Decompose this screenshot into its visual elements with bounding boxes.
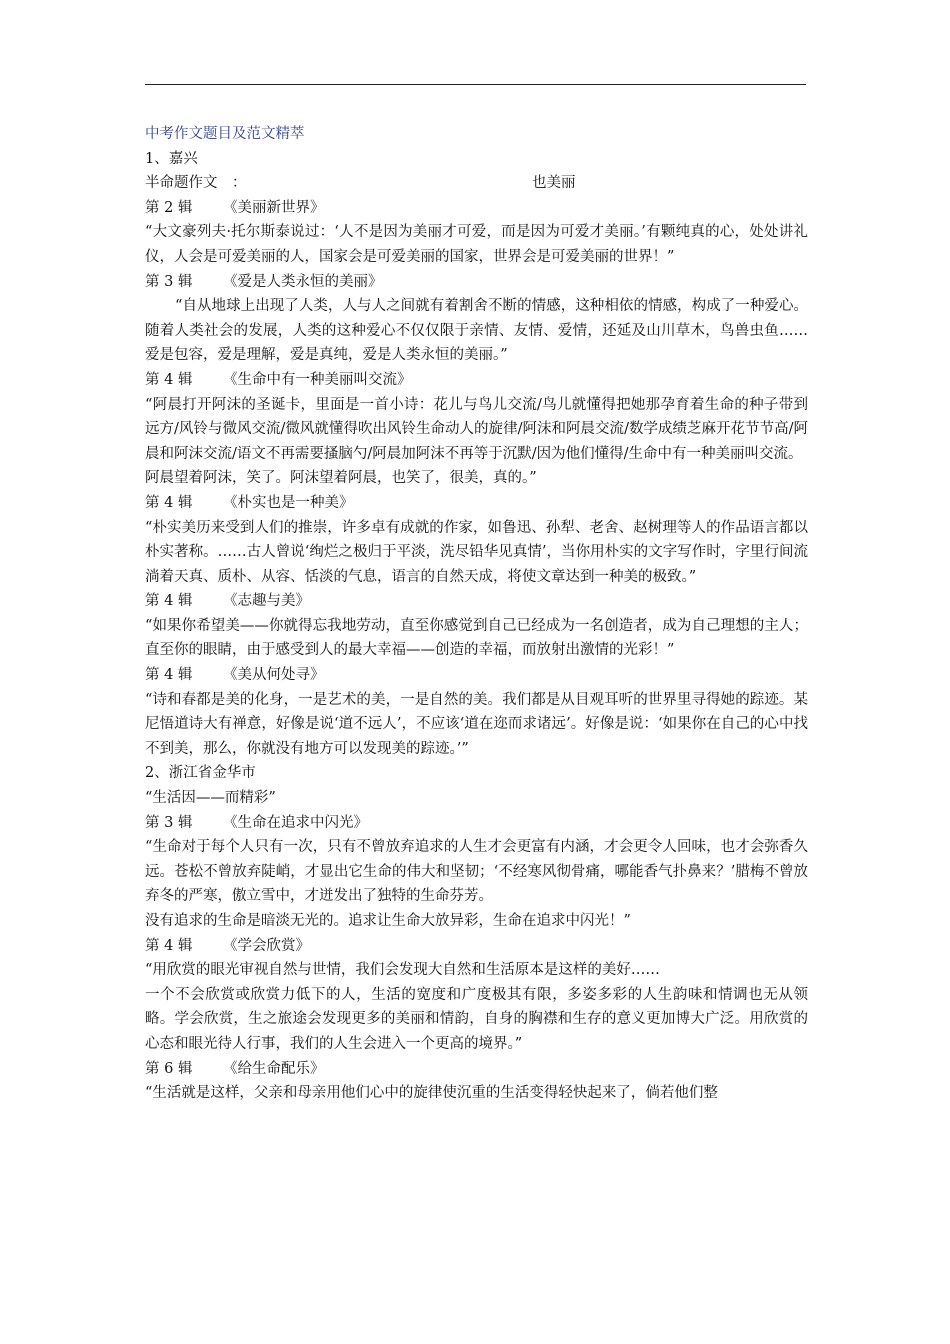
section-heading: 2、浙江省金华市: [145, 765, 256, 782]
essay-excerpt: “诗和春都是美的化身，一是艺术的美，一是自然的美。我们都是从目观耳听的世界里寻得她的踪迹。某尼悟道诗大有禅意，好像是说‘道不远人’，不应该‘道在迩而求诸远’。好像是说：‘如果你在自己的心中找不到美，那么，你就没有地方可以发现美的踪迹。’”: [145, 691, 808, 757]
essay-heading: 第 4 辑 《生命中有一种美丽叫交流》: [145, 371, 412, 388]
essay-excerpt: 一个不会欣赏或欣赏力低下的人，生活的宽度和广度极其有限，多姿多彩的人生韵味和情调也无从领略。学会欣赏，生之旅途会发现更多的美丽和情韵，自身的胸襟和生存的意义更加博大广泛。用欣赏的心态和眼光待人行事，我们的人生会进入一个更高的境界。”: [145, 986, 808, 1052]
header-rule: [145, 84, 806, 85]
essay-heading: 第 4 辑 《朴实也是一种美》: [145, 494, 354, 511]
essay-heading: 第 4 辑 《志趣与美》: [145, 593, 310, 610]
essay-excerpt: “自从地球上出现了人类，人与人之间就有着割舍不断的情感，这种相依的情感，构成了一种爱心。随着人类社会的发展，人类的这种爱心不仅仅限于亲情、友情、爱情，还延及山川草木，鸟兽虫鱼……爱是包容，爱是理解，爱是真纯，爱是人类永恒的美丽。”: [145, 298, 808, 364]
essay-excerpt: “阿晨打开阿沫的圣诞卡，里面是一首小诗：花儿与鸟儿交流/鸟儿就懂得把她那孕育着生命的种子带到远方/风铃与微风交流/微风就懂得吹出风铃生命动人的旋律/阿沫和阿晨交流/数学成绩芝麻开花节节高/阿晨和阿沫交流/语文不再需要搔脑勺/阿晨加阿沫不再等于沉默/因为他们懂得/生命中有一种美丽叫交流。: [145, 396, 808, 462]
section-heading: 1、嘉兴: [145, 150, 198, 167]
essay-excerpt: 没有追求的生命是暗淡无光的。追求让生命大放异彩，生命在追求中闪光！”: [145, 913, 631, 929]
section-prompt: “生活因——而精彩”: [145, 790, 276, 807]
essay-excerpt: “用欣赏的眼光审视自然与世情，我们会发现大自然和生活原本是这样的美好……: [145, 962, 660, 979]
essay-heading: 第 4 辑 《学会欣赏》: [145, 937, 310, 954]
essay-heading: 第 3 辑 《生命在追求中闪光》: [145, 814, 368, 831]
document-title: 中考作文题目及范文精萃: [145, 126, 305, 142]
document-body: [145, 122, 808, 1106]
essay-heading: 第 2 辑 《美丽新世界》: [145, 199, 325, 216]
section-prompt: 半命题作文 ： 也美丽: [145, 175, 576, 192]
essay-excerpt: “朴实美历来受到人们的推崇，许多卓有成就的作家，如鲁迅、孙犁、老舍、赵树理等人的作品语言都以朴实著称。……古人曾说‘绚烂之极归于平淡，洗尽铅华见真情’，当你用朴实的文字写作时，字里行间流淌着天真、质朴、从容、恬淡的气息，语言的自然天成，将使文章达到一种美的极致。”: [145, 519, 808, 585]
essay-excerpt: “如果你希望美——你就得忘我地劳动，直至你感觉到自己已经成为一名创造者，成为自己理想的主人；直至你的眼睛，由于感受到人的最大幸福——创造的幸福，而放射出激情的光彩！”: [145, 617, 808, 659]
essay-heading: 第 4 辑 《美从何处寻》: [145, 667, 325, 684]
essay-heading: 第 6 辑 《给生命配乐》: [145, 1060, 325, 1077]
essay-excerpt: “生活就是这样，父亲和母亲用他们心中的旋律使沉重的生活变得轻快起来了，倘若他们整: [145, 1085, 718, 1102]
essay-excerpt: “生命对于每个人只有一次，只有不曾放弃追求的人生才会更富有内涵，才会更令人回味，也才会弥香久远。苍松不曾放弃陡峭，才显出它生命的伟大和坚韧；‘不经寒风彻骨痛，哪能香气扑鼻来？’腊梅不曾放弃冬的严寒，傲立雪中，才迸发出了独特的生命芬芳。: [145, 839, 808, 905]
essay-heading: 第 3 辑 《爱是人类永恒的美丽》: [145, 273, 383, 290]
essay-excerpt: 阿晨望着阿沫，笑了。阿沫望着阿晨，也笑了，很美，真的。”: [145, 470, 537, 487]
essay-excerpt: “大文豪列夫·托尔斯泰说过：‘人不是因为美丽才可爱，而是因为可爱才美丽。’有颗纯真的心，处处讲礼仪，人会是可爱美丽的人，国家会是可爱美丽的国家，世界会是可爱美丽的世界！”: [145, 224, 808, 265]
